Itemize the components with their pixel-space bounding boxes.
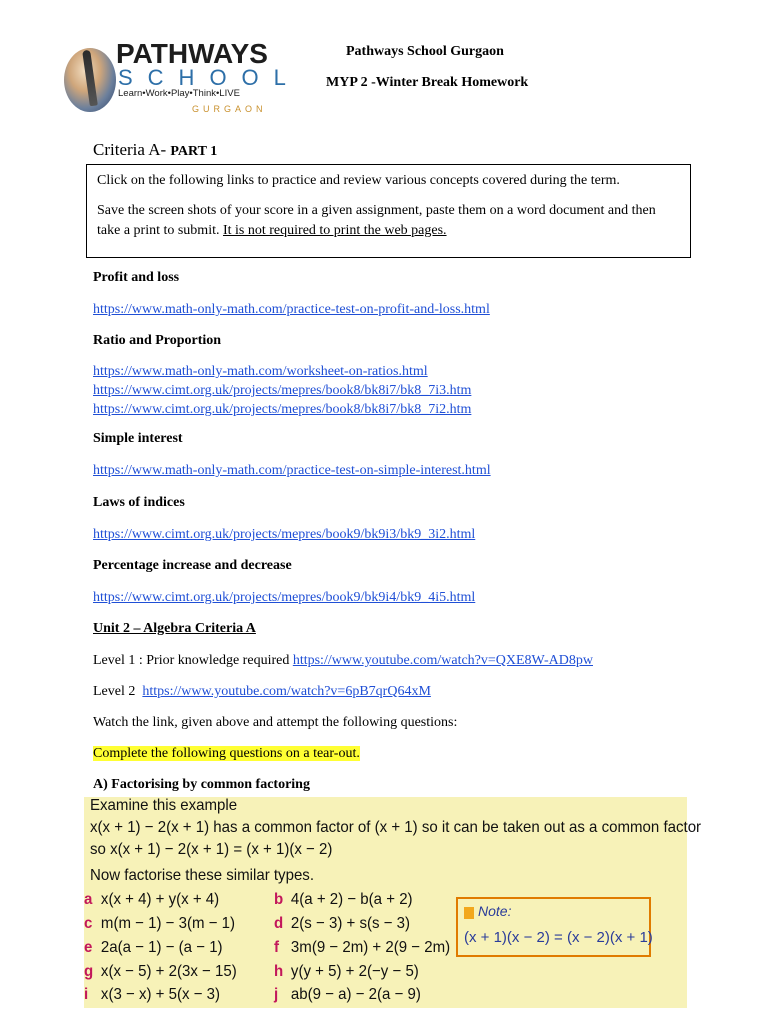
watch-instruction: Watch the link, given above and attempt the following questions: — [93, 715, 458, 730]
link-indices[interactable]: https://www.cimt.org.uk/projects/mepres/book9/bk9i3/bk9_3i2.html — [93, 527, 476, 542]
level2-link[interactable]: https://www.youtube.com/watch?v=6pB7qrQ64xM — [142, 684, 431, 699]
tearout-instruction — [93, 746, 360, 762]
question-f: f 3m(9 − 2m) + 2(9 − 2m) — [274, 939, 451, 956]
question-j: j ab(9 − a) − 2(a − 9) — [274, 986, 421, 1003]
link-profit-loss[interactable]: https://www.math-only-math.com/practice-test-on-profit-and-loss.html — [93, 302, 490, 317]
school-logo — [64, 38, 301, 122]
question-e: e 2a(a − 1) − (a − 1) — [84, 939, 223, 956]
question-h: h y(y + 5) + 2(−y − 5) — [274, 963, 419, 980]
note-label: Note: — [478, 903, 512, 919]
criteria-part: PART 1 — [170, 144, 218, 159]
question-b: b 4(a + 2) − b(a + 2) — [274, 891, 413, 908]
link-ratio-2[interactable]: https://www.cimt.org.uk/projects/mepres/book8/bk8i7/bk8_7i3.htm — [93, 383, 472, 398]
note-equation: (x + 1)(x − 2) = (x − 2)(x + 1) — [464, 929, 653, 946]
level1-row — [93, 653, 593, 669]
school-name: Pathways School Gurgaon — [346, 44, 504, 59]
exercise-instruction: Now factorise these similar types. — [90, 867, 315, 884]
link-simple-interest[interactable]: https://www.math-only-math.com/practice-test-on-simple-interest.html — [93, 463, 491, 478]
link-ratio-1[interactable]: https://www.math-only-math.com/worksheet-on-ratios.html — [93, 364, 428, 379]
link-percentage[interactable]: https://www.cimt.org.uk/projects/mepres/book9/bk9i4/bk9_4i5.html — [93, 590, 476, 605]
question-g: g x(x − 5) + 2(3x − 15) — [84, 963, 237, 980]
logo-city: GURGAON — [192, 104, 267, 114]
question-d: d 2(s − 3) + s(s − 3) — [274, 915, 411, 932]
question-c: c m(m − 1) − 3(m − 1) — [84, 915, 236, 932]
question-i: i x(3 − x) + 5(x − 3) — [84, 986, 221, 1003]
not-required-note: It is not required to print the web pages. — [222, 223, 447, 238]
level1-link[interactable]: https://www.youtube.com/watch?v=QXE8W-AD8pw — [292, 653, 593, 668]
logo-tagline: Learn•Work•Play•Think•LIVE — [118, 88, 240, 99]
level2-label: Level 2 — [93, 684, 136, 699]
criteria-heading — [93, 140, 217, 160]
instruction-line-2: Save the screen shots of your score in a given assignment, paste them on a word document and then take a print to submit. It is not required to print the web pages. — [97, 203, 656, 238]
logo-sub: SCHOOL — [118, 65, 301, 90]
note-square-icon — [464, 907, 474, 919]
criteria-title: Criteria A- — [93, 140, 167, 159]
logo-name: PATHWAYS — [116, 38, 268, 69]
example-line-2: so x(x + 1) − 2(x + 1) = (x + 1)(x − 2) — [90, 841, 333, 858]
section-a-title: A) Factorising by common factoring — [93, 777, 310, 792]
instructions-box — [86, 164, 691, 258]
topic-title-simple-interest: Simple interest — [93, 431, 183, 446]
topic-title-indices: Laws of indices — [93, 495, 185, 510]
level1-label: Level 1 : Prior knowledge required — [93, 653, 290, 668]
homework-title: MYP 2 -Winter Break Homework — [326, 75, 529, 90]
topic-title-percentage: Percentage increase and decrease — [93, 558, 292, 573]
example-title: Examine this example — [90, 797, 238, 814]
topic-title-profit-loss: Profit and loss — [93, 270, 180, 285]
level2-row — [93, 684, 431, 700]
link-ratio-3[interactable]: https://www.cimt.org.uk/projects/mepres/book8/bk8i7/bk8_7i2.htm — [93, 402, 472, 417]
example-line-1: x(x + 1) − 2(x + 1) has a common factor of (x + 1) so it can be taken out as a common factor — [90, 819, 702, 836]
unit2-title: Unit 2 – Algebra Criteria A — [93, 621, 256, 636]
instruction-line-1: Click on the following links to practice and review various concepts covered during the term. — [97, 173, 620, 188]
question-a: a x(x + 4) + y(x + 4) — [84, 891, 220, 908]
highlighted-instruction: Complete the following questions on a tear-out. — [93, 746, 360, 761]
topic-title-ratio: Ratio and Proportion — [93, 333, 222, 348]
note-box — [456, 897, 651, 957]
factorising-exercise — [84, 797, 702, 1008]
